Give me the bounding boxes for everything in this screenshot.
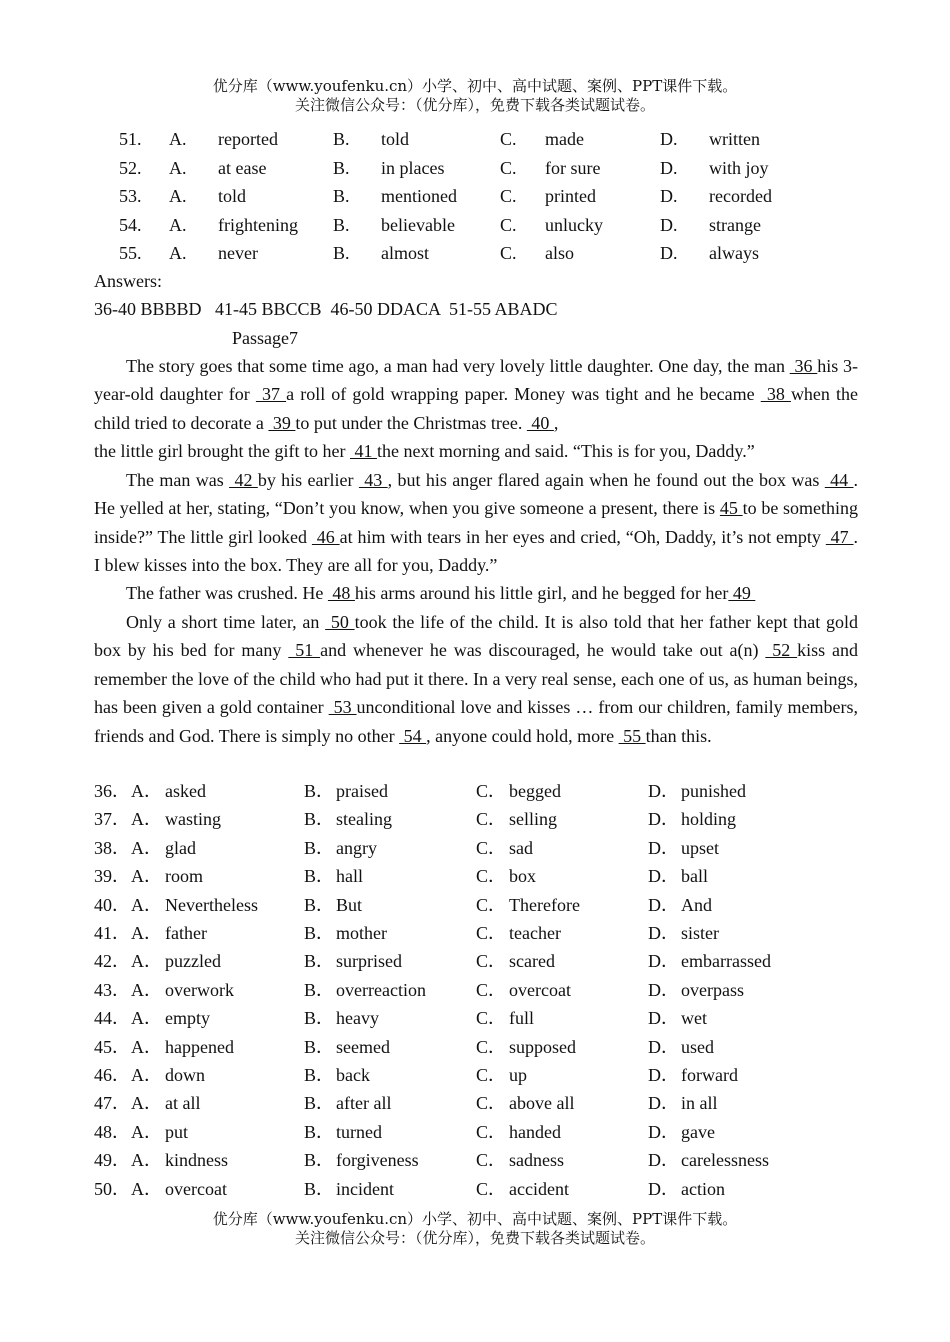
question-option-letter: C． bbox=[476, 1008, 507, 1029]
prev-question-row bbox=[0, 128, 950, 150]
passage-paragraph-2: The man was 42 by his earlier 43 , but his anger flared again when he found out the box was 44 . He yelled at her, stating, “Don’t you know, when you give someone a present, there is 45 to be something inside?” The little girl looked 46 at him with tears in her eyes and cried, “Oh, Daddy, it’s not empty 47 . I blew kisses into the box. They are all for you, Daddy.” bbox=[94, 470, 859, 576]
question-option-letter: C． bbox=[476, 1150, 507, 1171]
question-row bbox=[0, 1121, 950, 1143]
question-option-text: incident bbox=[336, 1178, 394, 1199]
blank-40: 40 bbox=[526, 412, 554, 433]
question-option-text: kindness bbox=[165, 1150, 228, 1171]
question-option-text: forward bbox=[681, 1065, 738, 1085]
question-option-letter: C． bbox=[476, 1178, 507, 1199]
question-number: 47． bbox=[94, 1093, 130, 1114]
question-number: 40． bbox=[94, 894, 130, 915]
question-row bbox=[0, 1007, 950, 1029]
question-option-text: holding bbox=[681, 809, 737, 830]
answers-label: Answers: bbox=[94, 271, 162, 291]
blank-36: 36 bbox=[789, 356, 818, 376]
blank-48: 48 bbox=[327, 583, 355, 603]
question-option-letter: D． bbox=[648, 923, 679, 943]
question-option-text: But bbox=[336, 894, 363, 915]
blank-44: 44 bbox=[824, 470, 854, 490]
question-option-letter: D． bbox=[648, 894, 679, 915]
prev-question-option-text: written bbox=[709, 129, 760, 149]
question-option-letter: A． bbox=[131, 1008, 162, 1029]
question-row bbox=[0, 922, 950, 944]
question-number: 39． bbox=[94, 866, 130, 887]
question-option-letter: B． bbox=[304, 1065, 335, 1085]
question-option-text: teacher bbox=[509, 923, 561, 943]
question-option-text: selling bbox=[509, 809, 557, 830]
question-option-text: back bbox=[336, 1065, 370, 1085]
question-option-text: at all bbox=[165, 1093, 201, 1114]
question-option-text: empty bbox=[165, 1008, 210, 1029]
answers-key: 36-40 BBBBD 41-45 BBCCB 46-50 DDACA 51-55 ABADC bbox=[94, 299, 558, 319]
question-option-letter: D． bbox=[648, 979, 679, 1000]
question-row bbox=[0, 837, 950, 859]
question-option-text: full bbox=[509, 1008, 534, 1029]
prev-question-option-letter: B. bbox=[333, 129, 350, 149]
question-option-text: scared bbox=[509, 951, 555, 972]
question-row bbox=[0, 1149, 950, 1171]
blank-47: 47 bbox=[825, 526, 854, 547]
question-option-text: wasting bbox=[165, 809, 221, 830]
question-option-text: supposed bbox=[509, 1036, 576, 1057]
question-option-text: carelessness bbox=[681, 1150, 769, 1171]
prev-question-number: 52. bbox=[119, 157, 142, 178]
question-number: 36． bbox=[94, 781, 130, 801]
question-number: 37． bbox=[94, 809, 130, 830]
blank-46: 46 bbox=[311, 526, 340, 547]
question-row bbox=[0, 950, 950, 972]
question-option-letter: B． bbox=[304, 894, 335, 915]
blank-45: 45 bbox=[719, 498, 743, 519]
prev-question-option-letter: C. bbox=[500, 157, 517, 178]
question-option-letter: D． bbox=[648, 1121, 679, 1142]
question-option-letter: D． bbox=[648, 1178, 679, 1199]
question-number: 46． bbox=[94, 1065, 130, 1085]
question-row bbox=[0, 808, 950, 830]
question-option-letter: C． bbox=[476, 1065, 507, 1085]
question-number: 41． bbox=[94, 923, 130, 943]
prev-question-option-text: always bbox=[709, 243, 759, 263]
question-option-letter: C． bbox=[476, 837, 507, 858]
question-option-letter: A． bbox=[131, 1065, 162, 1085]
prev-question-option-text: mentioned bbox=[381, 186, 457, 206]
question-option-text: in all bbox=[681, 1093, 718, 1114]
passage-title: Passage7 bbox=[232, 328, 298, 348]
question-row bbox=[0, 780, 950, 802]
question-option-text: Nevertheless bbox=[165, 894, 258, 915]
question-option-letter: A． bbox=[131, 894, 162, 915]
prev-question-option-text: strange bbox=[709, 214, 761, 235]
blank-53: 53 bbox=[328, 697, 357, 718]
blank-52: 52 bbox=[765, 640, 798, 661]
question-row bbox=[0, 865, 950, 887]
blank-54: 54 bbox=[399, 725, 427, 746]
question-option-text: puzzled bbox=[165, 951, 221, 972]
question-option-text: surprised bbox=[336, 951, 402, 972]
prev-question-option-text: almost bbox=[381, 243, 429, 263]
question-option-text: sister bbox=[681, 923, 719, 943]
prev-question-option-letter: C. bbox=[500, 214, 517, 235]
question-option-text: put bbox=[165, 1121, 189, 1142]
question-row bbox=[0, 1064, 950, 1086]
question-option-letter: D． bbox=[648, 837, 679, 858]
prev-question-option-letter: A. bbox=[169, 243, 187, 263]
prev-question-option-letter: A. bbox=[169, 214, 187, 235]
question-option-text: heavy bbox=[336, 1008, 379, 1029]
question-option-letter: B． bbox=[304, 1093, 335, 1114]
question-option-text: after all bbox=[336, 1093, 392, 1114]
prev-question-option-letter: D. bbox=[660, 186, 678, 206]
question-number: 45． bbox=[94, 1036, 130, 1057]
question-option-letter: D． bbox=[648, 951, 679, 972]
prev-question-row bbox=[0, 157, 950, 179]
prev-question-option-letter: D. bbox=[660, 243, 678, 263]
prev-question-option-letter: B. bbox=[333, 214, 350, 235]
prev-question-number: 55. bbox=[119, 243, 142, 263]
question-option-text: above all bbox=[509, 1093, 575, 1114]
question-option-letter: A． bbox=[131, 1093, 162, 1114]
prev-question-option-letter: A. bbox=[169, 157, 187, 178]
question-option-letter: B． bbox=[304, 809, 335, 830]
passage-paragraph-1: The story goes that some time ago, a man had very lovely little daughter. One day, the man 36 his 3-year-old daughter for 37 a roll of gold wrapping paper. Money was tight and he became 38 when the child tried to decorate a 39 to put under the Christmas tree. 40 , the little girl brought the gift to her 41 the next morning and said. “This is for you, Daddy.” bbox=[94, 356, 859, 462]
question-option-text: ball bbox=[681, 866, 708, 887]
prev-question-row bbox=[0, 214, 950, 236]
question-option-text: happened bbox=[165, 1036, 234, 1057]
passage-paragraph-4: Only a short time later, an 50 took the life of the child. It is also told that her father kept that gold box by his bed for many 51 and whenever he was discouraged, he would take out a(n) 52 kiss and remember the love of the child who had put it there. In a very real sense, each one of us, as human beings, has been given a gold container 53 unconditional love and kisses … from our children, family members, friends and God. There is simply no other 54 , anyone could hold, more 55 than this. bbox=[94, 612, 859, 746]
header-line-1: 优分库（www.youfenku.cn）小学、初中、高中试题、案例、PPT课件下载。 bbox=[212, 77, 738, 95]
question-option-text: used bbox=[681, 1036, 714, 1057]
prev-question-option-text: with joy bbox=[709, 157, 769, 178]
question-option-text: sad bbox=[509, 837, 533, 858]
question-option-text: praised bbox=[336, 781, 388, 801]
passage-paragraph-3: The father was crushed. He 48 his arms around his little girl, and he begged for her 49 bbox=[126, 583, 756, 603]
prev-question-option-text: in places bbox=[381, 157, 445, 178]
question-number: 44． bbox=[94, 1008, 130, 1029]
question-option-letter: B． bbox=[304, 951, 335, 972]
question-number: 48． bbox=[94, 1121, 130, 1142]
question-option-text: overwork bbox=[165, 979, 234, 1000]
question-option-letter: D． bbox=[648, 1065, 679, 1085]
blank-42: 42 bbox=[229, 470, 258, 490]
prev-question-option-letter: B. bbox=[333, 186, 350, 206]
question-option-letter: B． bbox=[304, 923, 335, 943]
prev-question-option-letter: D. bbox=[660, 129, 678, 149]
question-option-text: glad bbox=[165, 837, 196, 858]
question-option-text: sadness bbox=[509, 1150, 564, 1171]
question-option-text: down bbox=[165, 1065, 205, 1085]
question-number: 38． bbox=[94, 837, 130, 858]
blank-55: 55 bbox=[618, 725, 646, 746]
prev-question-option-letter: A. bbox=[169, 129, 187, 149]
question-option-letter: B． bbox=[304, 1121, 335, 1142]
blank-38: 38 bbox=[760, 384, 791, 405]
question-row bbox=[0, 894, 950, 916]
question-option-letter: C． bbox=[476, 1121, 507, 1142]
question-row bbox=[0, 1036, 950, 1058]
question-option-text: overpass bbox=[681, 979, 744, 1000]
question-option-text: handed bbox=[509, 1121, 561, 1142]
question-option-text: upset bbox=[681, 837, 719, 858]
question-option-letter: D． bbox=[648, 1036, 679, 1057]
prev-question-option-letter: C. bbox=[500, 129, 517, 149]
question-option-text: overreaction bbox=[336, 979, 426, 1000]
question-row bbox=[0, 1178, 950, 1200]
question-option-text: stealing bbox=[336, 809, 392, 830]
question-option-letter: A． bbox=[131, 1178, 162, 1199]
question-option-letter: A． bbox=[131, 1150, 162, 1171]
prev-question-option-text: printed bbox=[545, 186, 596, 206]
prev-question-option-text: recorded bbox=[709, 186, 772, 206]
question-option-text: hall bbox=[336, 866, 363, 887]
question-option-text: overcoat bbox=[509, 979, 571, 1000]
prev-question-option-text: made bbox=[545, 129, 584, 149]
question-option-letter: D． bbox=[648, 1093, 679, 1114]
question-row bbox=[0, 979, 950, 1001]
question-option-letter: B． bbox=[304, 1150, 335, 1171]
question-option-letter: C． bbox=[476, 979, 507, 1000]
question-number: 50． bbox=[94, 1178, 130, 1199]
question-option-letter: D． bbox=[648, 1150, 679, 1171]
header-line-2: 关注微信公众号：（优分库），免费下载各类试题试卷。 bbox=[294, 96, 655, 114]
prev-question-option-letter: C. bbox=[500, 186, 517, 206]
question-option-letter: A． bbox=[131, 866, 162, 887]
prev-question-option-text: reported bbox=[218, 129, 278, 149]
prev-question-number: 54. bbox=[119, 214, 142, 235]
question-option-letter: A． bbox=[131, 1036, 162, 1057]
page-header bbox=[0, 77, 950, 115]
prev-question-option-text: never bbox=[218, 243, 258, 263]
question-option-letter: A． bbox=[131, 809, 162, 830]
question-option-letter: B． bbox=[304, 979, 335, 1000]
question-option-text: wet bbox=[681, 1008, 707, 1029]
question-option-text: box bbox=[509, 866, 536, 887]
prev-question-option-letter: B. bbox=[333, 243, 350, 263]
prev-question-option-text: unlucky bbox=[545, 214, 603, 235]
prev-question-number: 53. bbox=[119, 186, 142, 206]
question-option-letter: D． bbox=[648, 781, 679, 801]
question-option-letter: D． bbox=[648, 866, 679, 887]
question-number: 49． bbox=[94, 1150, 130, 1171]
question-option-text: begged bbox=[509, 781, 561, 801]
question-option-letter: D． bbox=[648, 1008, 679, 1029]
question-option-letter: A． bbox=[131, 1121, 162, 1142]
blank-41: 41 bbox=[349, 441, 377, 462]
question-option-text: father bbox=[165, 923, 207, 943]
prev-question-row bbox=[0, 242, 950, 264]
question-option-text: Therefore bbox=[509, 894, 580, 915]
question-option-text: embarrassed bbox=[681, 951, 771, 972]
prev-question-option-text: frightening bbox=[218, 214, 298, 235]
question-option-letter: C． bbox=[476, 923, 507, 943]
question-option-text: And bbox=[681, 894, 712, 915]
question-option-text: up bbox=[509, 1065, 527, 1085]
question-option-letter: B． bbox=[304, 837, 335, 858]
question-option-letter: B． bbox=[304, 781, 335, 801]
page-footer bbox=[0, 1210, 950, 1248]
question-option-text: overcoat bbox=[165, 1178, 227, 1199]
question-option-letter: A． bbox=[131, 837, 162, 858]
footer-line-2: 关注微信公众号：（优分库），免费下载各类试题试卷。 bbox=[294, 1229, 655, 1247]
question-option-letter: C． bbox=[476, 1093, 507, 1114]
prev-question-number: 51. bbox=[119, 129, 142, 149]
question-option-text: room bbox=[165, 866, 203, 887]
prev-question-option-letter: B. bbox=[333, 157, 350, 178]
question-option-text: punished bbox=[681, 781, 746, 801]
prev-question-option-letter: D. bbox=[660, 157, 678, 178]
prev-question-option-text: for sure bbox=[545, 157, 601, 178]
question-option-letter: C． bbox=[476, 1036, 507, 1057]
question-option-letter: D． bbox=[648, 809, 679, 830]
prev-question-option-text: also bbox=[545, 243, 574, 263]
question-option-letter: B． bbox=[304, 1008, 335, 1029]
blank-49: 49 bbox=[728, 583, 756, 603]
blank-51: 51 bbox=[288, 640, 321, 661]
blank-50: 50 bbox=[325, 612, 355, 632]
prev-question-option-letter: A. bbox=[169, 186, 187, 206]
blank-37: 37 bbox=[255, 384, 287, 405]
prev-question-option-text: told bbox=[381, 129, 410, 149]
prev-question-option-text: told bbox=[218, 186, 247, 206]
question-option-letter: C． bbox=[476, 866, 507, 887]
prev-question-option-letter: C. bbox=[500, 243, 517, 263]
question-option-letter: C． bbox=[476, 894, 507, 915]
question-row bbox=[0, 1092, 950, 1114]
question-option-text: accident bbox=[509, 1178, 569, 1199]
question-option-text: mother bbox=[336, 923, 387, 943]
question-option-letter: B． bbox=[304, 1036, 335, 1057]
prev-question-option-letter: D. bbox=[660, 214, 678, 235]
question-option-letter: C． bbox=[476, 809, 507, 830]
question-option-letter: B． bbox=[304, 1178, 335, 1199]
question-option-text: asked bbox=[165, 781, 206, 801]
question-number: 43． bbox=[94, 979, 130, 1000]
question-option-letter: A． bbox=[131, 781, 162, 801]
question-option-text: gave bbox=[681, 1121, 715, 1142]
question-option-text: turned bbox=[336, 1121, 382, 1142]
prev-question-row bbox=[0, 185, 950, 207]
question-option-letter: C． bbox=[476, 781, 507, 801]
prev-question-option-text: at ease bbox=[218, 157, 267, 178]
footer-line-1: 优分库（www.youfenku.cn）小学、初中、高中试题、案例、PPT课件下载。 bbox=[212, 1210, 738, 1228]
blank-43: 43 bbox=[358, 470, 388, 490]
question-option-letter: A． bbox=[131, 979, 162, 1000]
question-option-letter: A． bbox=[131, 951, 162, 972]
prev-question-option-text: believable bbox=[381, 214, 455, 235]
blank-39: 39 bbox=[268, 412, 296, 433]
question-option-letter: B． bbox=[304, 866, 335, 887]
question-option-text: action bbox=[681, 1178, 725, 1199]
question-option-text: angry bbox=[336, 837, 377, 858]
question-option-letter: A． bbox=[131, 923, 162, 943]
question-option-text: forgiveness bbox=[336, 1150, 419, 1171]
question-number: 42． bbox=[94, 951, 130, 972]
question-option-letter: C． bbox=[476, 951, 507, 972]
question-option-text: seemed bbox=[336, 1036, 390, 1057]
